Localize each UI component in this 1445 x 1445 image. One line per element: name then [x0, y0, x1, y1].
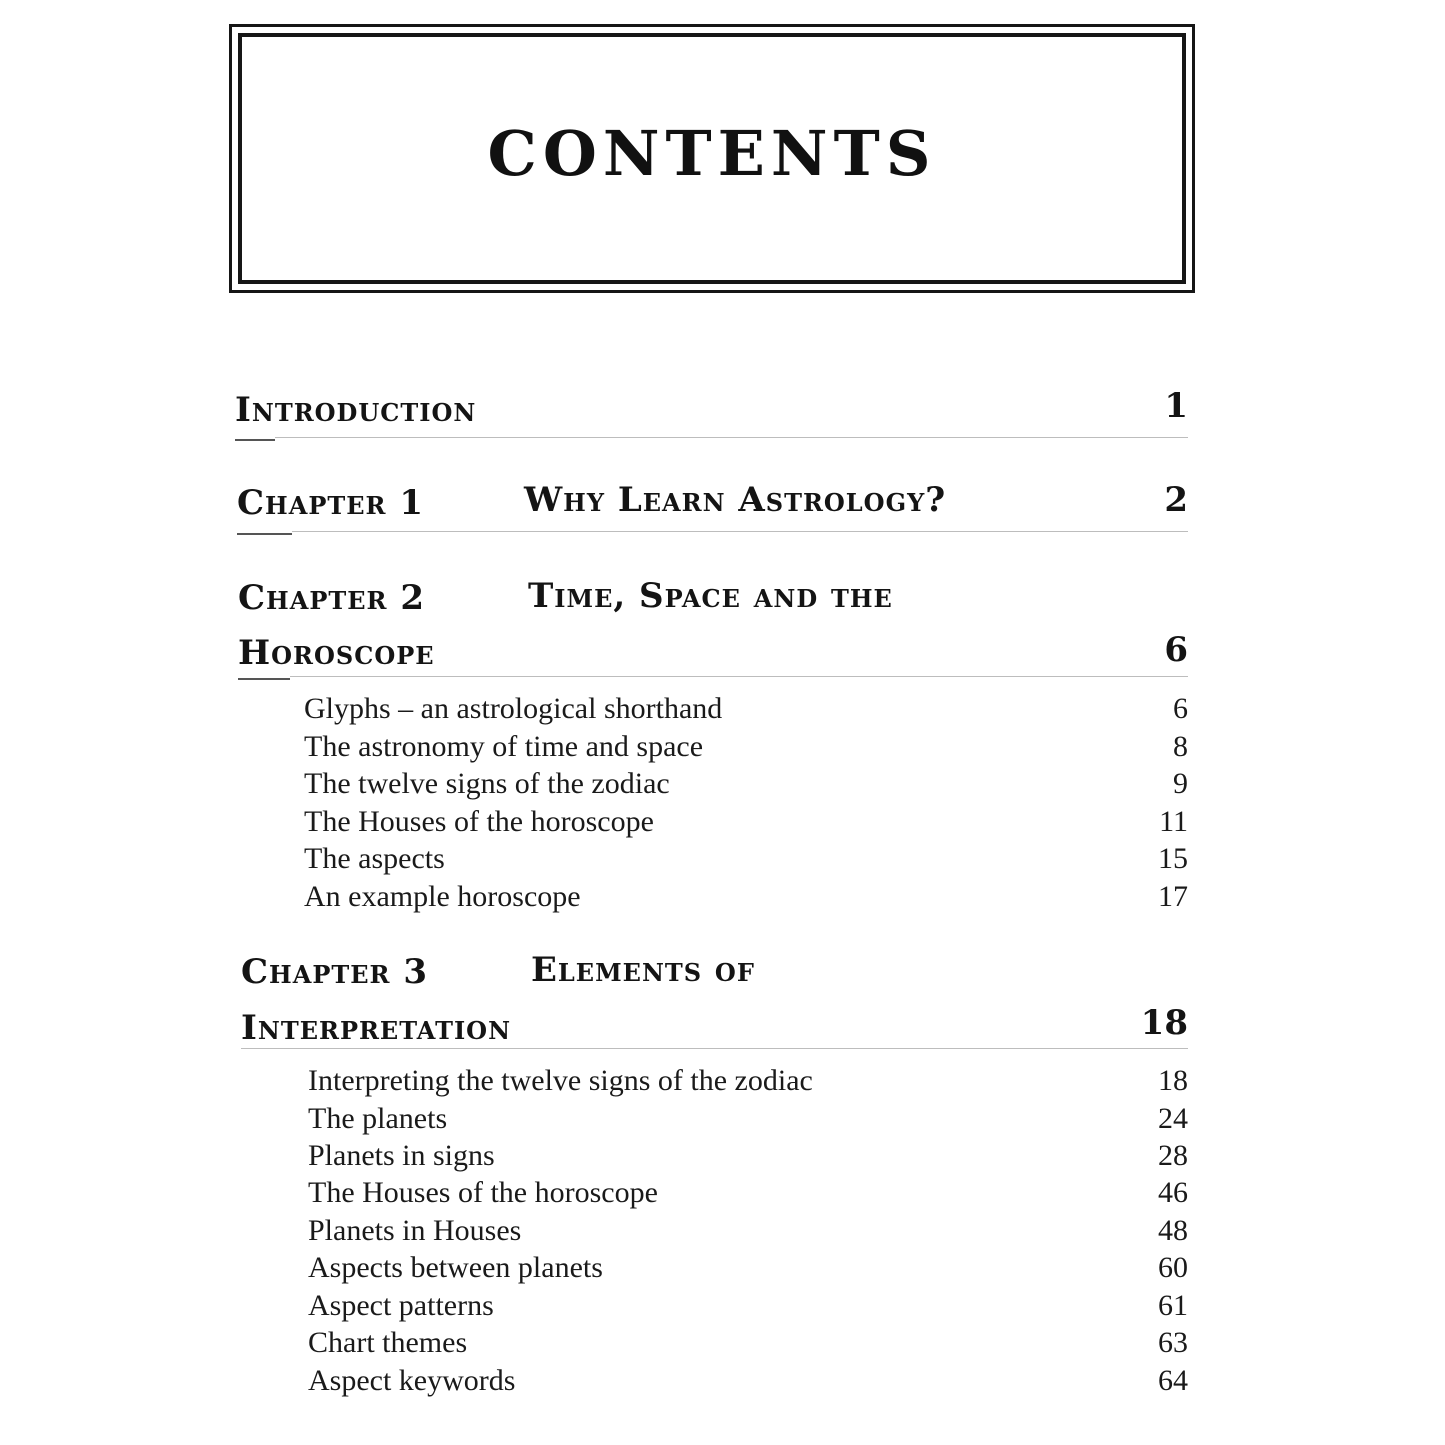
toc-entry-page[interactable]: 6 [1173, 692, 1188, 725]
title-frame [229, 24, 1195, 293]
toc-chapter3-title-line1[interactable]: Elements of [531, 950, 755, 990]
toc-introduction-label[interactable]: Introduction [235, 390, 477, 430]
toc-entry-page[interactable]: 46 [1158, 1176, 1188, 1209]
toc-entry[interactable]: Planets in Houses [308, 1214, 522, 1247]
toc-entry[interactable]: Aspect keywords [308, 1364, 516, 1397]
toc-entry[interactable]: The astronomy of time and space [304, 730, 704, 763]
toc-entry[interactable]: Chart themes [308, 1326, 468, 1359]
toc-introduction-page[interactable]: 1 [1164, 386, 1188, 426]
toc-chapter3-page[interactable]: 18 [1140, 1003, 1188, 1043]
introduction-rule-accent [235, 439, 275, 441]
toc-entry-page[interactable]: 11 [1159, 805, 1188, 838]
toc-entry-page[interactable]: 15 [1158, 842, 1188, 875]
toc-entry-page[interactable]: 64 [1158, 1364, 1188, 1397]
toc-chapter3-title-line2[interactable]: Interpretation [241, 1008, 512, 1048]
toc-entry-page[interactable]: 17 [1158, 880, 1188, 913]
toc-entry[interactable]: Aspect patterns [308, 1289, 494, 1322]
toc-entry-page[interactable]: 18 [1158, 1064, 1188, 1097]
introduction-rule [275, 437, 1188, 438]
chapter1-rule-accent [237, 533, 292, 535]
toc-chapter2-title-line2[interactable]: Horoscope [238, 633, 435, 673]
toc-entry[interactable]: The Houses of the horoscope [304, 805, 654, 838]
toc-entry-page[interactable]: 28 [1158, 1139, 1188, 1172]
toc-entry-page[interactable]: 61 [1158, 1289, 1188, 1322]
toc-entry[interactable]: Interpreting the twelve signs of the zodiac [308, 1064, 813, 1097]
chapter2-rule-accent [238, 678, 290, 680]
toc-entry[interactable]: The Houses of the horoscope [308, 1176, 658, 1209]
toc-entry-page[interactable]: 60 [1158, 1251, 1188, 1284]
toc-entry-page[interactable]: 8 [1173, 730, 1188, 763]
toc-entry[interactable]: The twelve signs of the zodiac [304, 767, 670, 800]
toc-chapter1-page[interactable]: 2 [1164, 480, 1188, 520]
toc-entry[interactable]: The aspects [304, 842, 445, 875]
toc-chapter2-page[interactable]: 6 [1164, 630, 1188, 670]
page-title: CONTENTS [487, 117, 937, 190]
toc-chapter3-number[interactable]: Chapter 3 [241, 952, 428, 992]
toc-entry-page[interactable]: 48 [1158, 1214, 1188, 1247]
chapter3-rule [241, 1048, 1188, 1049]
toc-chapter2-title-line1[interactable]: Time, Space and the [528, 576, 893, 616]
toc-chapter1-title[interactable]: Why Learn Astrology? [524, 480, 947, 520]
toc-entry[interactable]: Glyphs – an astrological shorthand [304, 692, 723, 725]
chapter2-rule [290, 676, 1188, 677]
toc-entry[interactable]: Planets in signs [308, 1139, 495, 1172]
toc-entry[interactable]: The planets [308, 1102, 448, 1135]
toc-entry-page[interactable]: 24 [1158, 1102, 1188, 1135]
toc-entry[interactable]: Aspects between planets [308, 1251, 603, 1284]
chapter1-rule [292, 531, 1188, 532]
toc-entry-page[interactable]: 9 [1173, 767, 1188, 800]
toc-chapter2-number[interactable]: Chapter 2 [238, 578, 425, 618]
toc-chapter1-number[interactable]: Chapter 1 [237, 483, 424, 523]
toc-entry-page[interactable]: 63 [1158, 1326, 1188, 1359]
toc-entry[interactable]: An example horoscope [304, 880, 581, 913]
